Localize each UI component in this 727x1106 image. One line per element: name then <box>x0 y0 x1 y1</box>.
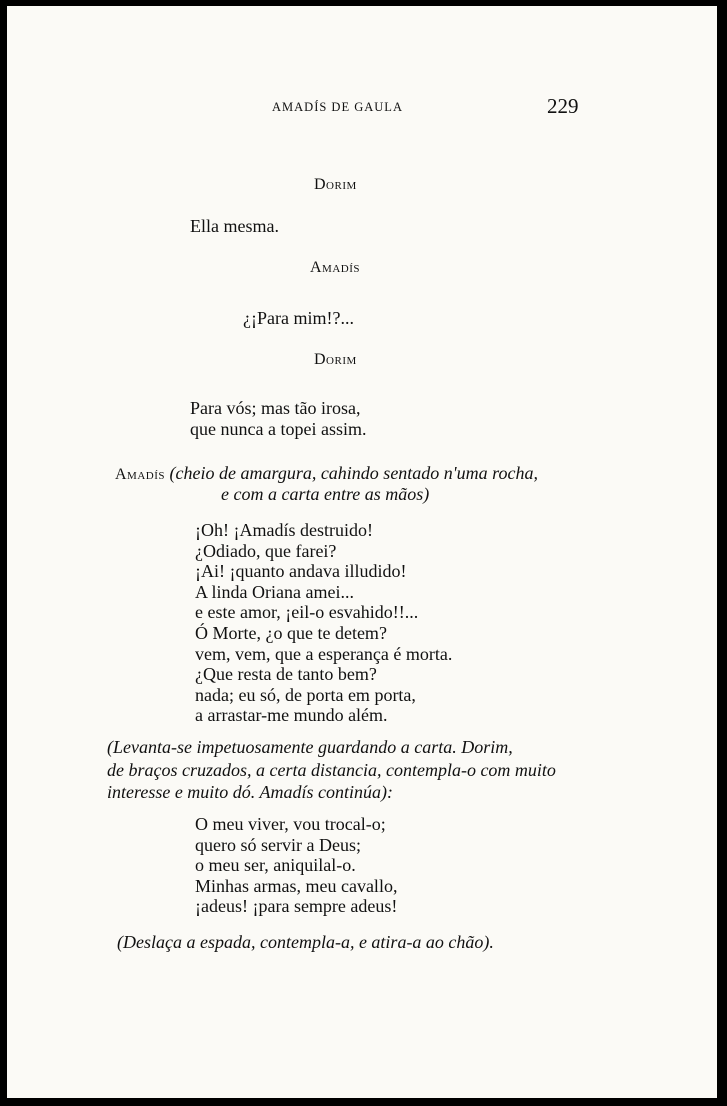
stage-direction-block <box>107 736 589 804</box>
verse-line: o meu ser, aniquilal-o. <box>195 855 356 876</box>
verse-line: e este amor, ¡eil-o esvahido!!... <box>195 602 419 623</box>
book-page <box>7 6 717 1098</box>
stage-direction-line: (Levanta-se impetuosamente guardando a carta. Dorim, <box>107 737 513 757</box>
speech-line: que nunca a topei assim. <box>190 419 367 439</box>
verse-block-1 <box>195 520 452 726</box>
verse-line: ¡Oh! ¡Amadís destruido! <box>195 520 373 540</box>
amadis-entry-line <box>115 462 538 485</box>
speech-line: Para vós; mas tão irosa, <box>190 398 361 418</box>
verse-line: ¡adeus! ¡para sempre adeus! <box>195 896 398 917</box>
verse-line: ¿Que resta de tanto bem? <box>195 664 377 685</box>
verse-line: ¿Odiado, que farei? <box>195 540 337 561</box>
verse-line: A linda Oriana amei... <box>195 581 354 602</box>
verse-line: Minhas armas, meu cavallo, <box>195 875 398 896</box>
verse-line: ¡Ai! ¡quanto andava illudido! <box>195 561 407 582</box>
verse-line: quero só servir a Deus; <box>195 834 361 855</box>
speaker-amadis-2: Amadís <box>115 466 166 483</box>
speech-line: ¿¡Para mim!?... <box>243 308 354 328</box>
speech-line: Ella mesma. <box>190 216 279 236</box>
stage-direction-text: e com a carta entre as mãos) <box>221 484 430 504</box>
page-number: 229 <box>547 94 579 118</box>
stage-direction-final: (Deslaça a espada, contempla-a, e atira-a ao chão). <box>117 932 494 952</box>
verse-block-2 <box>195 814 397 917</box>
speaker-dorim-1: Dorim <box>314 176 357 193</box>
verse-line: vem, vem, que a esperança é morta. <box>195 643 453 664</box>
stage-direction-line: interesse e muito dó. Amadís continúa): <box>107 782 393 802</box>
verse-line: a arrastar-me mundo além. <box>195 705 388 726</box>
stage-direction-text: (cheio de amargura, cahindo sentado n'uma rocha, <box>169 463 538 483</box>
stage-direction-line: de braços cruzados, a certa distancia, contempla-o com muito <box>107 759 556 780</box>
verse-line: nada; eu só, de porta em porta, <box>195 684 416 705</box>
speaker-dorim-2: Dorim <box>314 351 357 368</box>
speaker-amadis-1: Amadís <box>310 259 361 276</box>
verse-line: O meu viver, vou trocal-o; <box>195 814 386 834</box>
running-title: AMADÍS DE GAULA <box>272 100 403 114</box>
verse-line: Ó Morte, ¿o que te detem? <box>195 622 387 643</box>
